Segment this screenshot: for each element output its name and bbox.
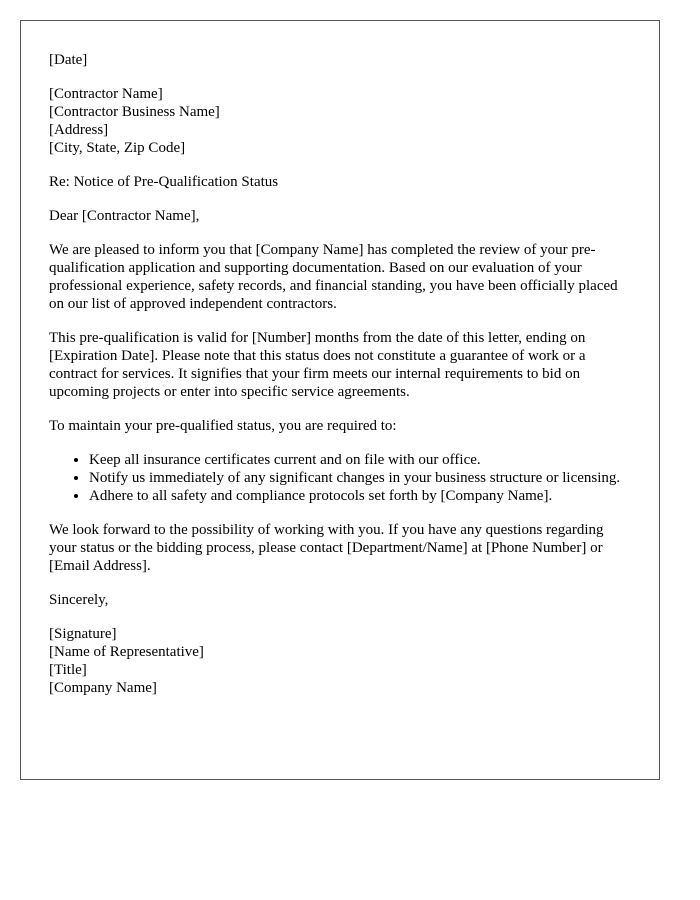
requirements-list xyxy=(49,451,631,505)
body-paragraph-closing: We look forward to the possibility of working with you. If you have any questions regarding your status or the bidding process, please contact [Department/Name] at [Phone Number] or [Email Address]. xyxy=(49,522,604,574)
body-paragraph-requirements-lead: To maintain your pre-qualified status, you are required to: xyxy=(49,418,397,434)
representative-title: [Title] xyxy=(49,662,87,678)
signature-company-name: [Company Name] xyxy=(49,680,157,696)
letter-document xyxy=(20,20,660,780)
requirement-item: • Keep all insurance certificates current and on file with our office. xyxy=(89,451,631,469)
letter-salutation: Dear [Contractor Name], xyxy=(49,208,200,224)
signature-line: [Signature] xyxy=(49,626,117,642)
signature-block xyxy=(49,625,631,697)
letter-subject: Re: Notice of Pre-Qualification Status xyxy=(49,174,279,190)
letter-closing: Sincerely, xyxy=(49,592,109,608)
body-paragraph-validity: This pre-qualification is valid for [Number] months from the date of this letter, ending on [Expiration Date]. Please note that this status does not constitute a guarantee of work or a contract for services. It signifies that your firm meets our internal requirements to bid on upcoming projects or enter into specific service agreements. xyxy=(49,330,586,400)
body-paragraph-intro: We are pleased to inform you that [Company Name] has completed the review of your pre-qualification application and supporting documentation. Based on our evaluation of your professional experience, safety records, and financial standing, you have been officially placed on our list of approved independent contractors. xyxy=(49,242,618,312)
representative-name: [Name of Representative] xyxy=(49,644,204,660)
recipient-name: [Contractor Name] xyxy=(49,86,163,102)
recipient-address-block xyxy=(49,85,631,157)
requirement-item: • Adhere to all safety and compliance protocols set forth by [Company Name]. xyxy=(89,487,631,505)
recipient-business-name: [Contractor Business Name] xyxy=(49,104,220,120)
recipient-address: [Address] xyxy=(49,122,109,138)
requirement-item: • Notify us immediately of any significant changes in your business structure or licensing. xyxy=(89,469,631,487)
letter-date: [Date] xyxy=(49,52,88,68)
recipient-city-state-zip: [City, State, Zip Code] xyxy=(49,140,186,156)
